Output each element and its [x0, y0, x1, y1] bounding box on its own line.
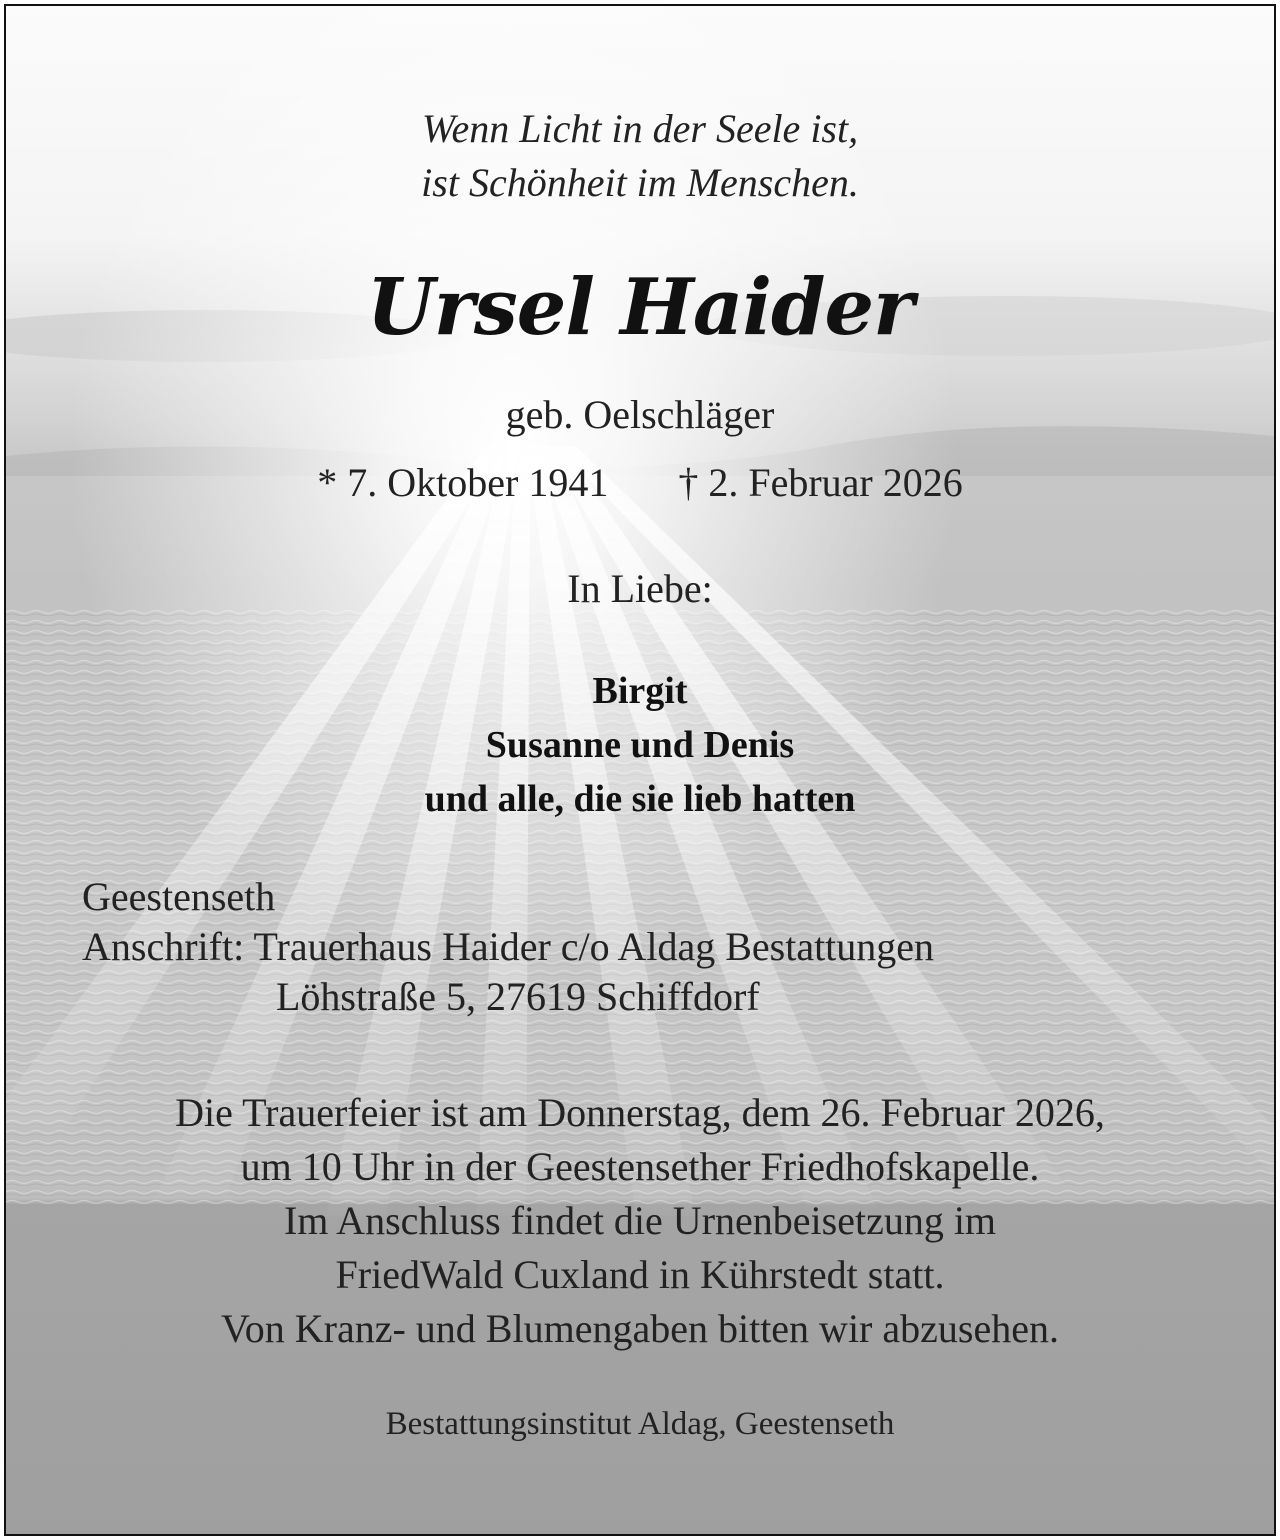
mourner-name: Susanne und Denis [485, 724, 795, 766]
service-line: Im Anschluss findet die Urnenbeisetzung im [283, 1198, 997, 1243]
address-line-1: Anschrift: Trauerhaus Haider c/o Aldag Bestattungen [82, 924, 935, 969]
service-line: Von Kranz- und Blumengaben bitten wir abzusehen. [221, 1306, 1059, 1351]
address-place: Geestenseth [82, 874, 276, 919]
undertaker-credit: Bestattungsinstitut Aldag, Geestenseth [385, 1406, 895, 1442]
mourner-name: und alle, die sie lieb hatten [424, 778, 856, 820]
funeral-service-info [6, 1086, 1274, 1356]
motto-quote [6, 102, 1274, 210]
address-line-2: Löhstraße 5, 27619 Schiffdorf [276, 974, 760, 1019]
deceased-name: Ursel Haider [366, 262, 914, 353]
obituary-card [4, 4, 1276, 1536]
life-dates [6, 456, 1274, 510]
in-love-line: In Liebe: [567, 566, 713, 611]
service-line: Die Trauerfeier ist am Donnerstag, dem 26. Februar 2026, [175, 1090, 1105, 1135]
birth-name: geb. Oelschläger [505, 392, 775, 437]
service-line: um 10 Uhr in der Geestensether Friedhofskapelle. [240, 1144, 1040, 1189]
birth-date: * 7. Oktober 1941 [317, 460, 609, 505]
mourners-list [6, 664, 1274, 826]
service-line: FriedWald Cuxland in Kührstedt statt. [335, 1252, 945, 1297]
address-block [82, 872, 934, 1022]
motto-line-1: Wenn Licht in der Seele ist, [421, 106, 859, 151]
mourner-name: Birgit [592, 670, 688, 712]
motto-line-2: ist Schönheit im Menschen. [421, 160, 859, 205]
death-date: † 2. Februar 2026 [678, 460, 963, 505]
